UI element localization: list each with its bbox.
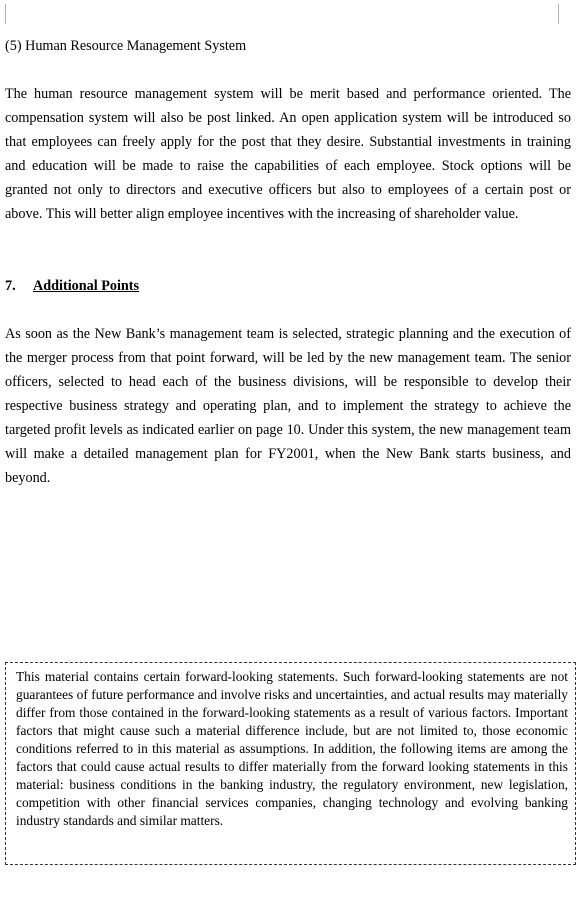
page-corner-mark-left [5, 4, 6, 24]
section-number: 7. [5, 278, 16, 294]
forward-looking-disclaimer-box: This material contains certain forward-looking statements. Such forward-looking statements are not guarantees of future performance and involve risks and uncertainties, and actual results may materially differ from those contained in the forward-looking statements as a result of various factors. Important factors that might cause such a material difference include, but are not limited to, those economic conditions referred to in this material as assumptions. In addition, the following items are among the factors that could cause actual results to differ materially from the forward looking statements in this material: business conditions in the banking industry, the regulatory environment, new legislation, competition with other financial services companies, changing technology and evolving banking industry standards and similar matters. [5, 662, 576, 865]
section-title: Additional Points [33, 278, 140, 294]
page-corner-mark-right [558, 4, 559, 24]
additional-points-paragraph: As soon as the New Bank’s management team is selected, strategic planning and the execution of the merger process from that point forward, will be led by the new management team. The senior officers, selected to head each of the business divisions, will be responsible to develop their respective business strategy and operating plan, and to implement the strategy to achieve the targeted profit levels as indicated earlier on page 10. Under this system, the new management team will make a detailed management plan for FY2001, when the New Bank starts business, and beyond. [5, 326, 571, 486]
subsection-heading: (5) Human Resource Management System [5, 38, 247, 54]
hr-system-paragraph: The human resource management system will be merit based and performance oriented. The compensation system will also be post linked. An open application system will be introduced so that employees can freely apply for the post that they desire. Substantial investments in training and education will be made to raise the capabilities of each employee. Stock options will be granted not only to directors and executive officers but also to employees of a certain post or above. This will better align employee incentives with the increasing of shareholder value. [5, 86, 571, 222]
section-heading [5, 274, 139, 298]
